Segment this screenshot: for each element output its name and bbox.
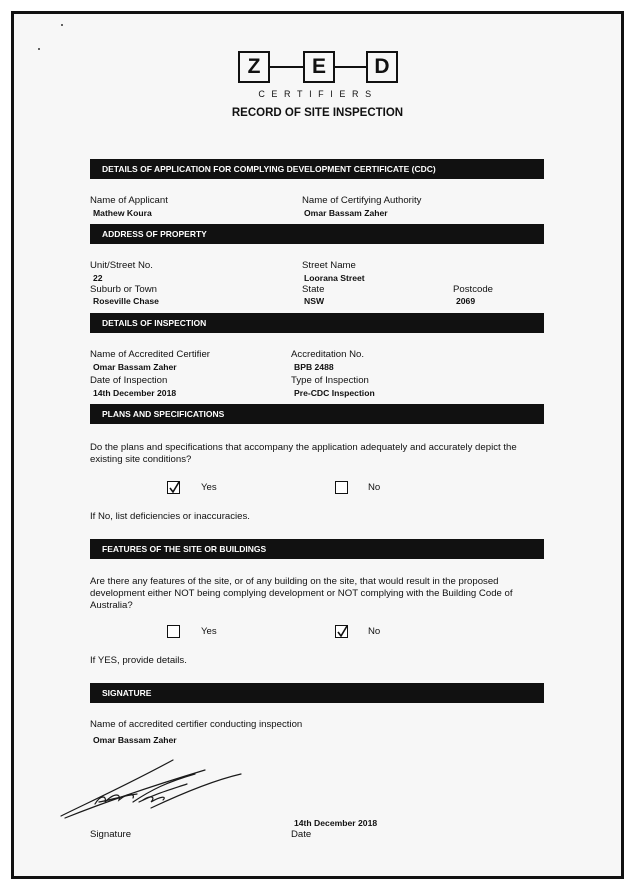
features-no-checkbox[interactable] — [335, 625, 348, 638]
zed-logo — [238, 51, 396, 83]
street-label: Street Name — [302, 260, 356, 271]
postcode-label: Postcode — [453, 284, 494, 295]
applicant-value: Mathew Koura — [93, 208, 152, 218]
logo-letter-z: Z — [238, 51, 270, 83]
inspection-type-value: Pre-CDC Inspection — [294, 388, 375, 398]
signature-label: Signature — [90, 829, 132, 840]
applicant-label: Name of Applicant — [90, 195, 168, 206]
plans-yes-label: Yes — [201, 482, 217, 493]
suburb-label: Suburb or Town — [90, 284, 158, 295]
inspection-date-label: Date of Inspection — [90, 375, 168, 386]
section-header-inspection: DETAILS OF INSPECTION — [90, 313, 544, 333]
logo-tagline: CERTIFIERS — [258, 89, 378, 99]
checkmark-icon — [337, 626, 348, 638]
logo-connector — [268, 66, 303, 68]
features-no-label: No — [368, 626, 381, 637]
plans-yes-checkbox[interactable] — [167, 481, 180, 494]
document-title: RECORD OF SITE INSPECTION — [231, 107, 404, 119]
postcode-value: 2069 — [456, 296, 476, 306]
inspection-date-value: 14th December 2018 — [93, 388, 177, 398]
features-yes-label: Yes — [201, 626, 217, 637]
features-followup: If YES, provide details. — [90, 655, 187, 666]
inspection-type-label: Type of Inspection — [291, 375, 369, 386]
section-header-signature: SIGNATURE — [90, 683, 544, 703]
section-header-plans: PLANS AND SPECIFICATIONS — [90, 404, 544, 424]
signature-certifier-value: Omar Bassam Zaher — [93, 735, 177, 745]
section-header-features: FEATURES OF THE SITE OR BUILDINGS — [90, 539, 544, 559]
accreditation-value: BPB 2488 — [294, 362, 334, 372]
authority-value: Omar Bassam Zaher — [304, 208, 388, 218]
street-value: Loorana Street — [304, 273, 365, 283]
features-yes-checkbox[interactable] — [167, 625, 180, 638]
state-label: State — [302, 284, 325, 295]
section-header-property: ADDRESS OF PROPERTY — [90, 224, 544, 244]
scan-speck — [38, 48, 40, 50]
unit-label: Unit/Street No. — [90, 260, 153, 271]
authority-label: Name of Certifying Authority — [302, 195, 422, 206]
logo-connector — [333, 66, 366, 68]
logo-letter-e: E — [303, 51, 335, 83]
suburb-value: Roseville Chase — [93, 296, 159, 306]
features-question: Are there any features of the site, or of any building on the site, that would result in the proposed development either NOT being complying development or NOT complying with the Building Code of Australia? — [90, 576, 513, 611]
accreditation-label: Accreditation No. — [291, 349, 365, 360]
signature-date-value: 14th December 2018 — [294, 818, 378, 828]
plans-no-checkbox[interactable] — [335, 481, 348, 494]
plans-no-label: No — [368, 482, 381, 493]
section-header-application: DETAILS OF APPLICATION FOR COMPLYING DEVELOPMENT CERTIFICATE (CDC) — [90, 159, 544, 179]
logo-letter-d: D — [366, 51, 398, 83]
certifier-label: Name of Accredited Certifier — [90, 349, 210, 360]
handwritten-signature — [55, 756, 250, 824]
plans-question: Do the plans and specifications that accompany the application adequately and accurately depict the existing site conditions? — [90, 442, 517, 465]
signature-date-label: Date — [291, 829, 312, 840]
plans-followup: If No, list deficiencies or inaccuracies. — [90, 511, 250, 522]
checkmark-icon — [169, 482, 180, 494]
certifier-value: Omar Bassam Zaher — [93, 362, 177, 372]
unit-value: 22 — [93, 273, 103, 283]
state-value: NSW — [304, 296, 325, 306]
scan-speck — [61, 24, 63, 26]
signature-certifier-label: Name of accredited certifier conducting inspection — [90, 719, 303, 730]
